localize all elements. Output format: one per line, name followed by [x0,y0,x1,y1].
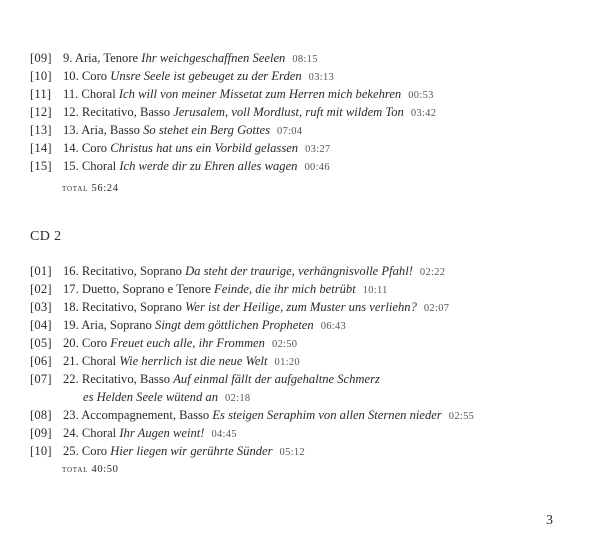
track-duration: 03:13 [308,72,335,83]
track-duration: 02:50 [271,339,298,350]
cd2-heading: CD 2 [30,229,62,244]
track-form: 16. Recitativo, Soprano [63,264,182,278]
track-number: [14] [30,141,52,155]
track-title: So stehet ein Berg Gottes [143,123,270,137]
track-form: 13. Aria, Basso [63,123,140,137]
track-row [30,85,436,103]
track-duration: 04:45 [211,429,237,440]
track-title: Wie herrlich ist die neue Welt [119,354,268,368]
track-form: 24. Choral [63,426,117,440]
track-number: [10] [30,69,52,83]
track-title: Feinde, die ihr mich betrübt [214,282,356,296]
track-row [30,139,436,157]
track-form: 10. Coro [63,69,108,83]
track-row [30,49,436,67]
track-title: Unsre Seele ist gebeuget zu der Erden [110,69,302,83]
track-form: 19. Aria, Soprano [63,318,152,332]
track-row [30,424,474,442]
track-duration: 03:27 [305,144,331,155]
track-row [30,262,474,280]
track-duration: 03:42 [410,108,437,119]
track-form: 22. Recitativo, Basso [63,372,171,386]
track-number: [12] [30,105,52,119]
track-duration: 06:43 [320,321,347,332]
track-row [30,157,436,175]
track-title: Ich will von meiner Missetat zum Herren mich bekehren [118,87,402,101]
track-duration: 08:15 [292,54,318,65]
track-row [30,121,436,139]
track-title: Ich werde dir zu Ehren alles wagen [119,159,298,173]
track-title: Singt dem göttlichen Propheten [155,318,314,332]
track-form: 15. Choral [63,159,117,173]
cd2-total [62,464,118,475]
track-title: Da steht der traurige, verhängnisvolle Pfahl! [185,264,413,278]
track-form: 14. Coro [63,141,108,155]
track-duration: 02:18 [225,393,251,404]
track-duration: 00:46 [304,162,330,173]
track-number: [04] [30,318,52,332]
cd1-total [62,183,118,194]
track-duration: 02:07 [423,303,450,314]
track-row [30,442,474,460]
track-row [30,103,436,121]
track-title: Ihr Augen weint! [119,426,205,440]
track-number: [09] [30,426,52,440]
track-title: Freuet euch alle, ihr Frommen [110,336,265,350]
cd1-tracklist [30,49,436,175]
total-label: total [62,183,89,194]
track-form: 11. Choral [63,87,116,101]
track-number: [09] [30,51,52,65]
track-form: 9. Aria, Tenore [63,51,139,65]
track-number: [01] [30,264,52,278]
track-duration: 05:12 [279,447,305,458]
track-number: [06] [30,354,52,368]
track-number: [15] [30,159,52,173]
track-number: [10] [30,444,52,458]
track-duration: 01:20 [274,357,300,368]
track-number: [11] [30,87,52,101]
total-duration: 40:50 [91,464,119,475]
track-number: [03] [30,300,52,314]
total-label: total [62,464,89,475]
track-form: 18. Recitativo, Soprano [63,300,182,314]
track-number: [07] [30,372,52,386]
track-form: 20. Coro [63,336,108,350]
track-title: Hier liegen wir gerührte Sünder [110,444,273,458]
track-number: [08] [30,408,52,422]
track-row [30,370,474,388]
track-row [30,67,436,85]
track-row-continuation [30,388,474,406]
track-duration: 07:04 [276,126,303,137]
track-form: 17. Duetto, Soprano e Tenore [63,282,211,296]
track-number: [05] [30,336,52,350]
cd2-tracklist [30,262,474,460]
track-title: es Helden Seele wütend an [83,390,218,404]
track-title: Christus hat uns ein Vorbild gelassen [110,141,299,155]
track-title: Auf einmal fällt der aufgehaltne Schmerz [173,372,380,386]
total-duration: 56:24 [91,183,119,194]
track-row [30,334,474,352]
page-number: 3 [546,513,553,528]
track-number: [02] [30,282,52,296]
track-title: Es steigen Seraphim von allen Sternen nieder [212,408,442,422]
track-row [30,280,474,298]
track-form: 12. Recitativo, Basso [63,105,171,119]
track-row [30,316,474,334]
track-duration: 00:53 [408,90,434,101]
track-number: [13] [30,123,52,137]
track-title: Wer ist der Heilige, zum Muster uns verliehn? [185,300,417,314]
track-duration: 02:55 [448,411,475,422]
track-duration: 02:22 [419,267,446,278]
track-form: 25. Coro [63,444,108,458]
track-row [30,298,474,316]
track-row [30,406,474,424]
track-title: Jerusalem, voll Mordlust, ruft mit wildem Ton [173,105,404,119]
track-form: 21. Choral [63,354,117,368]
track-row [30,352,474,370]
track-duration: 10:11 [362,285,388,296]
track-title: Ihr weichgeschaffnen Seelen [141,51,286,65]
track-form: 23. Accompagnement, Basso [63,408,210,422]
